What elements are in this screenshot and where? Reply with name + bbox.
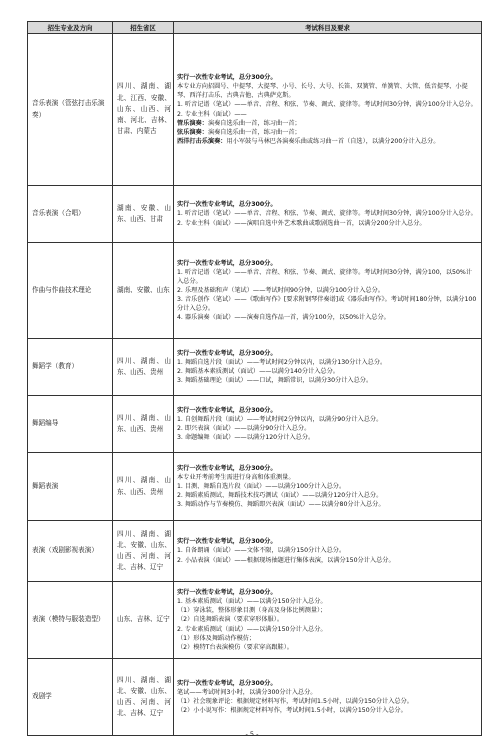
major-cell: 音乐表演（合唱） — [28, 186, 113, 243]
exam-summary-line — [177, 259, 478, 268]
requirement-line — [177, 219, 478, 228]
requirement-text: 3. 命题编舞（面试）——以满分120分计入总分。 — [177, 434, 315, 442]
requirement-text: （2）小小说写作：根据规定材料写作，考试时间1.5小时，以满分150分计入总分。 — [177, 707, 407, 715]
requirement-line — [177, 82, 478, 100]
exam-summary-line — [177, 73, 478, 82]
requirement-line — [177, 268, 478, 286]
major-cell: 戏剧学 — [28, 659, 113, 736]
provinces-cell: 四川、湖南、山东、山西、贵州 — [113, 339, 174, 396]
requirement-line — [177, 634, 478, 643]
requirement-line — [177, 473, 478, 482]
requirement-line — [177, 424, 478, 433]
header-requirements: 考试科目及要求 — [174, 22, 482, 34]
requirement-text: 2. 乐理及基础和声（笔试）——考试时间90分钟，以满分100分计入总分。 — [177, 286, 384, 294]
requirement-line — [177, 313, 478, 322]
requirement-text: 实行一次性专业考试，总分300分。 — [177, 589, 277, 597]
requirement-text: 3. 舞蹈基础理论（面试）——口试，舞蹈常识，以满分30分计入总分。 — [177, 377, 373, 385]
table-row — [28, 243, 482, 339]
requirement-text: 2. 专业主科（面试）—— — [177, 110, 247, 118]
requirement-text: 2. 专业主科（面试）——演唱自选中外艺术歌曲或歌剧选曲一首，以满分200分计入总分。 — [177, 219, 426, 227]
requirements-cell — [174, 659, 482, 736]
requirements-cell — [174, 186, 482, 243]
requirement-prefix: 西洋打击乐演奏： — [177, 137, 227, 145]
requirement-text: 2. 即兴表演（面试）——以满分90分计入总分。 — [177, 425, 311, 432]
requirement-text: （1）社会现象评论：根据规定材料写作，考试时间1.5小时，以满分150分计入总分。 — [177, 698, 413, 705]
requirement-text: 1. 听音记谱（笔试）——单音、音程、和弦、节奏、调式、旋律等。考试时间30分钟，满分100分计入总分。 — [177, 101, 477, 109]
provinces-cell: 四川、湖南、湖北、安徽、山东、山西、河南、河北、吉林、辽宁 — [113, 659, 174, 736]
major-cell: 表演（戏剧影视表演） — [28, 521, 113, 582]
requirement-text: 3. 音乐创作（笔试）——《歌曲写作》[要求附钢琴伴奏谱]或《器乐曲写作》。考试时间180分钟，以满分100分计入总分。 — [177, 296, 477, 313]
requirement-line — [177, 376, 478, 385]
header-provinces: 招生省区 — [113, 22, 174, 34]
provinces-cell: 山东、吉林、辽宁 — [113, 582, 174, 659]
admission-table — [27, 21, 482, 736]
header-major: 招生专业及方向 — [28, 22, 113, 34]
requirement-text: （1）形体及舞蹈动作模仿； — [177, 634, 256, 642]
requirement-line — [177, 500, 478, 509]
requirement-line — [177, 128, 478, 137]
major-cell: 舞蹈编导 — [28, 396, 113, 453]
major-cell: 作曲与作曲技术理论 — [28, 243, 113, 339]
requirement-text: 2. 舞蹈基本素质测试（面试）——以满分140分计入总分。 — [177, 368, 339, 375]
requirement-text: 1. 目测、舞蹈自选片段（面试）——以满分100分计入总分。 — [177, 482, 346, 490]
requirement-text: 实行一次性专业考试，总分300分。 — [177, 349, 277, 357]
requirement-text: 演奏自选乐曲一首，练习曲一首； — [207, 119, 301, 127]
requirement-line — [177, 100, 478, 109]
requirement-line — [177, 433, 478, 442]
requirement-line — [177, 358, 478, 367]
requirement-line — [177, 137, 478, 146]
table-row — [28, 186, 482, 243]
requirement-text: 实行一次性专业考试，总分300分。 — [177, 679, 277, 687]
requirement-line — [177, 615, 478, 624]
table-row — [28, 453, 482, 521]
requirement-line — [177, 697, 478, 706]
table-row — [28, 521, 482, 582]
requirement-line — [177, 597, 478, 606]
requirement-text: 本专业方向招圆号、中提琴、大提琴、小号、长号、大号、长笛、双簧管、单簧管、大管、低音提琴、小提琴、西洋打击乐、古典吉他、古典萨克斯。 — [177, 83, 468, 100]
provinces-cell: 湖南、安徽、山东 — [113, 243, 174, 339]
requirement-line — [177, 209, 478, 218]
exam-summary-line — [177, 200, 478, 209]
table-row — [28, 339, 482, 396]
provinces-cell: 四川、湖南、山东、山西、贵州 — [113, 453, 174, 521]
requirement-prefix: 弦乐演奏： — [177, 128, 208, 136]
requirement-text: 实行一次性专业考试，总分300分。 — [177, 464, 277, 472]
requirements-cell — [174, 339, 482, 396]
requirement-line — [177, 625, 478, 634]
table-row — [28, 396, 482, 453]
exam-summary-line — [177, 588, 478, 597]
requirement-text: 4. 器乐演奏（面试）——演奏自选作品一首，满分100分，以50%计入总分。 — [177, 314, 390, 322]
requirement-line — [177, 556, 478, 565]
page-number: - 5 - — [245, 730, 259, 738]
requirement-line — [177, 415, 478, 424]
requirement-text: 实行一次性专业考试，总分300分。 — [177, 259, 277, 267]
requirement-prefix: 管乐演奏： — [177, 119, 208, 127]
requirements-cell — [174, 34, 482, 186]
requirement-line — [177, 546, 478, 555]
table-row — [28, 582, 482, 659]
table-row — [28, 659, 482, 736]
requirement-text: 2. 专业素质测试（面试）——以满分150分计入总分。 — [177, 625, 327, 633]
requirements-cell — [174, 243, 482, 339]
requirement-text: 1. 自创舞蹈片段（面试）——考试时间2分钟以内，以满分90分计入总分。 — [177, 415, 383, 423]
requirement-text: 2. 舞蹈素质测试、舞蹈技术技巧测试（面试）——以满分120分计入总分。 — [177, 492, 383, 500]
provinces-cell: 四川、湖南、山东、山西、贵州 — [113, 396, 174, 453]
exam-summary-line — [177, 537, 478, 546]
requirement-text: 实行一次性专业考试，总分300分。 — [177, 406, 277, 414]
requirement-text: 1. 自备朗诵（面试）——文体不限，以满分150分计入总分。 — [177, 547, 346, 555]
requirement-line — [177, 482, 478, 491]
requirement-text: 3. 舞蹈动作与节奏模仿、舞蹈即兴表演（面试）——以满分80分计入总分。 — [177, 501, 385, 509]
requirement-line — [177, 110, 478, 119]
requirement-line — [177, 606, 478, 615]
requirement-line — [177, 286, 478, 295]
exam-summary-line — [177, 464, 478, 473]
requirement-text: （2）模特T台表演模仿（要求穿高跟鞋）。 — [177, 643, 293, 651]
requirements-cell — [174, 396, 482, 453]
requirement-text: 笔试——考试时间3小时，以满分300分计入总分。 — [177, 688, 317, 696]
requirements-cell — [174, 453, 482, 521]
requirement-line — [177, 688, 478, 697]
provinces-cell: 四川、湖南、湖北、安徽、山东、山西、河南、河北、吉林、辽宁 — [113, 521, 174, 582]
requirement-text: 1. 听音记谱（笔试）——单音、音程、和弦、节奏、调式、旋律等。考试时间30分钟，满分100分计入总分。 — [177, 210, 477, 218]
requirements-cell — [174, 582, 482, 659]
provinces-cell: 四川、湖南、湖北、江西、安徽、山东、山西、河南、河北、吉林、甘肃、内蒙古 — [113, 34, 174, 186]
requirement-line — [177, 367, 478, 376]
requirement-text: 实行一次性专业考试，总分300分。 — [177, 74, 277, 82]
requirement-text: 实行一次性专业考试，总分300分。 — [177, 201, 277, 209]
requirement-text: 2. 小品表演（面试）——根据现场抽题进行集体表演，以满分150分计入总分。 — [177, 556, 395, 564]
provinces-cell: 湖南、安徽、山东、山西、甘肃 — [113, 186, 174, 243]
requirement-line — [177, 706, 478, 715]
requirement-text: 1. 舞蹈自选片段（面试）——考试时间2分钟以内，以满分130分计入总分。 — [177, 358, 387, 366]
requirement-line — [177, 491, 478, 500]
requirement-text: 1. 听音记谱（笔试）——单音、音程、和弦、节奏、调式、旋律等。考试时间30分钟，满分100，以50%计入总分。 — [177, 268, 472, 285]
requirements-cell — [174, 521, 482, 582]
requirement-text: 实行一次性专业考试，总分300分。 — [177, 538, 277, 546]
requirement-text: 演奏自选乐曲一首，练习曲一首； — [207, 128, 301, 136]
table-header-row — [28, 22, 482, 34]
requirement-line — [177, 119, 478, 128]
requirement-text: （1）穿泳装，整体形象目测（身高及身体比例测量）； — [177, 607, 327, 615]
requirement-line — [177, 295, 478, 313]
exam-summary-line — [177, 349, 478, 358]
requirement-text: （2）自选舞蹈表演（要求穿形体服）。 — [177, 616, 284, 624]
major-cell: 舞蹈表演 — [28, 453, 113, 521]
requirement-line — [177, 643, 478, 652]
major-cell: 表演（模特与服装造型） — [28, 582, 113, 659]
requirement-text: 本专业开考前考生需进行身高和体重测量。 — [177, 473, 295, 481]
exam-summary-line — [177, 406, 478, 415]
table-row — [28, 34, 482, 186]
major-cell: 舞蹈学（教育） — [28, 339, 113, 396]
requirement-text: 用小军鼓与马林巴各演奏乐曲或练习曲一首（自选），以满分200分计入总分。 — [226, 137, 440, 145]
exam-summary-line — [177, 679, 478, 688]
major-cell: 音乐表演（管弦打击乐演奏） — [28, 34, 113, 186]
requirement-text: 1. 基本素质测试（面试）——以满分150分计入总分。 — [177, 598, 327, 606]
